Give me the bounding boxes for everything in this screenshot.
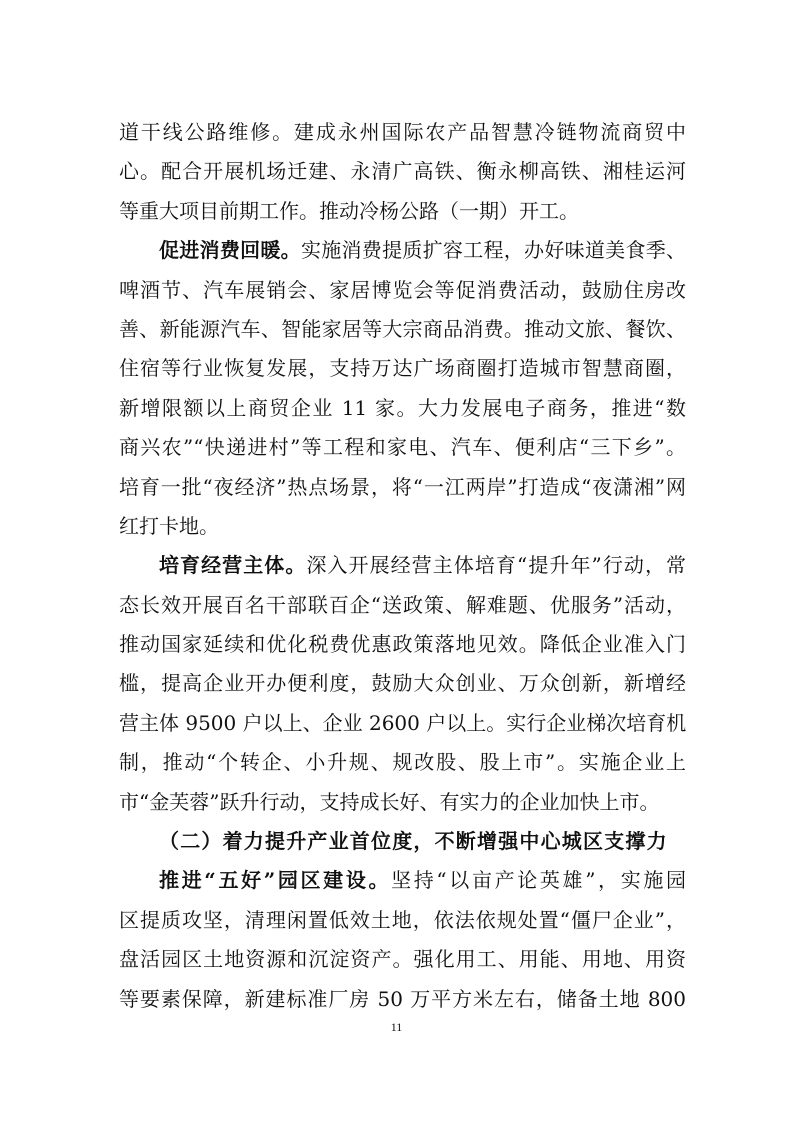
line-text: 善、新能源汽车、智能家居等大宗商品消费。推动文旅、餐饮、 [119, 316, 686, 341]
paragraph-lead-heading: 培育经营主体。 [159, 553, 307, 578]
text-line [119, 152, 686, 191]
section-heading [119, 822, 686, 861]
line-text: 态长效开展百名干部联百企“送政策、解难题、优服务”活动， [119, 592, 686, 617]
text-line [119, 901, 686, 940]
line-text: 推动国家延续和优化税费优惠政策落地见效。降低企业准入门 [119, 632, 686, 657]
line-text: 深入开展经营主体培育“提升年”行动，常 [306, 553, 687, 578]
text-line [119, 664, 686, 703]
text-line [119, 586, 686, 625]
line-text: 盘活园区土地资源和沉淀资产。强化用工、用能、用地、用资 [119, 947, 686, 972]
text-line [119, 310, 686, 349]
paragraph-lead-heading: 促进消费回暖。 [159, 238, 301, 263]
line-text: 住宿等行业恢复发展，支持万达广场商圈打造城市智慧商圈， [119, 356, 686, 381]
line-text: 区提质攻坚，清理闲置低效土地，依法依规处置“僵尸企业”， [119, 907, 686, 932]
line-text: 道干线公路维修。建成永州国际农产品智慧冷链物流商贸中 [119, 120, 686, 144]
line-text: 实施消费提质扩容工程，办好味道美食季、 [300, 238, 687, 263]
text-line [119, 468, 686, 507]
text-line [119, 192, 686, 231]
line-text: 市“金芙蓉”跃升行动，支持成长好、有实力的企业加快上市。 [119, 789, 660, 814]
paragraph-start-line [119, 546, 686, 585]
text-line [119, 783, 686, 822]
text-line [119, 113, 686, 152]
page-number: 11 [390, 1020, 403, 1034]
text-line [119, 704, 686, 743]
line-text: 等要素保障，新建标准厂房 50 万平方米左右，储备土地 800 [119, 986, 686, 1011]
line-text: 营主体 9500 户以上、企业 2600 户以上。实行企业梯次培育机 [119, 710, 687, 735]
text-line [119, 428, 686, 467]
text-line [119, 625, 686, 664]
line-text: 心。配合开展机场迁建、永清广高铁、衡永柳高铁、湘桂运河 [119, 159, 686, 184]
paragraph-start-line [119, 231, 686, 270]
line-text: 制，推动“个转企、小升规、规改股、股上市”。实施企业上 [119, 750, 686, 775]
line-text: 啤酒节、汽车展销会、家居博览会等促消费活动，鼓励住房改 [119, 277, 686, 302]
line-text: 坚持“以亩产论英雄”，实施园 [391, 868, 687, 893]
line-text: 等重大项目前期工作。推动冷杨公路（一期）开工。 [119, 198, 579, 223]
text-line [119, 980, 686, 1019]
paragraph-start-line [119, 861, 686, 900]
text-line [119, 271, 686, 310]
line-text: 新增限额以上商贸企业 11 家。大力发展电子商务，推进“数 [119, 395, 686, 420]
section-heading-text: （二）着力提升产业首位度，不断增强中心城区支撑力 [159, 829, 668, 854]
text-line [119, 743, 686, 782]
line-text: 培育一批“夜经济”热点场景，将“一江两岸”打造成“夜潇湘”网 [119, 474, 686, 499]
line-text: 槛，提高企业开办便利度，鼓励大众创业、万众创新，新增经 [119, 671, 686, 696]
text-line [119, 940, 686, 979]
body-text [119, 113, 686, 1019]
text-line [119, 349, 686, 388]
line-text: 红打卡地。 [119, 513, 219, 538]
line-text: 商兴农”“快递进村”等工程和家电、汽车、便利店“三下乡”。 [119, 435, 686, 460]
paragraph-lead-heading: 推进“五好”园区建设。 [159, 868, 392, 893]
text-line [119, 389, 686, 428]
text-line [119, 507, 686, 546]
